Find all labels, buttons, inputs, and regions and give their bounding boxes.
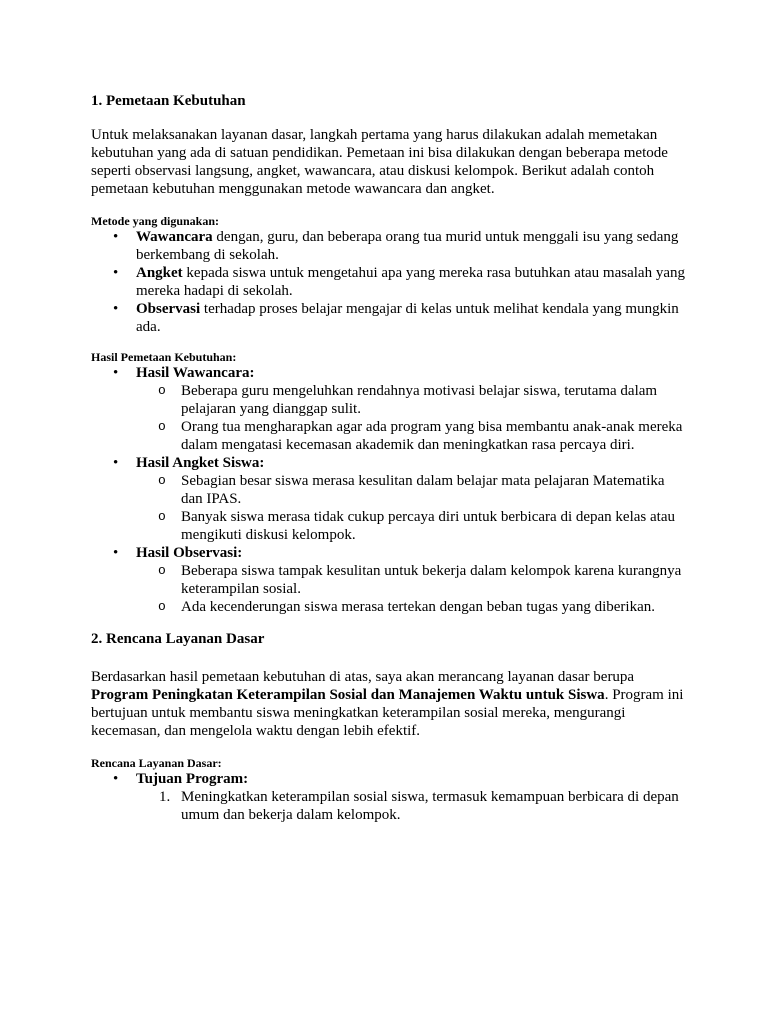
section-1-title: 1. Pemetaan Kebutuhan (91, 93, 246, 109)
metode-desc: terhadap proses belajar mengajar di kelas untuk melihat kendala yang mungkin ada. (136, 301, 679, 335)
circle-bullet-icon: o (158, 419, 166, 434)
bullet-icon: • (113, 301, 119, 317)
numbered-item-text: Meningkatkan keterampilan sosial siswa, termasuk kemampuan berbicara di depan umum dan bekerja dalam kelompok. (181, 789, 679, 823)
rencana-list (91, 770, 688, 824)
metode-desc: kepada siswa untuk mengetahui apa yang mereka rasa butuhkan atau masalah yang mereka hadapi di sekolah. (136, 265, 685, 299)
sub-item-text: Orang tua mengharapkan agar ada program yang bisa membantu anak-anak mereka dalam mengatasi kecemasan akademik dan meningkatkan rasa percaya diri. (181, 419, 683, 453)
metode-desc: dengan, guru, dan beberapa orang tua murid untuk menggali isu yang sedang berkembang di sekolah. (136, 229, 679, 263)
metode-term: Angket (136, 265, 183, 281)
sub-list (136, 472, 688, 544)
circle-bullet-icon: o (158, 509, 166, 524)
hasil-title: Hasil Angket Siswa: (136, 455, 265, 471)
numbered-item (136, 788, 688, 824)
metode-heading: Metode yang digunakan: (91, 214, 220, 228)
sub-list-item (136, 472, 688, 508)
sub-list-item (136, 508, 688, 544)
sub-list-item (136, 382, 688, 418)
sub-item-text: Beberapa siswa tampak kesulitan untuk bekerja dalam kelompok karena kurangnya keterampilan sosial. (181, 563, 682, 597)
bullet-icon: • (113, 365, 119, 381)
circle-bullet-icon: o (158, 563, 166, 578)
circle-bullet-icon: o (158, 599, 166, 614)
hasil-title: Hasil Observasi: (136, 545, 243, 561)
list-item (91, 300, 688, 336)
sub-item-text: Ada kecenderungan siswa merasa tertekan dengan beban tugas yang diberikan. (181, 599, 655, 615)
sub-list (136, 382, 688, 454)
sub-item-text: Beberapa guru mengeluhkan rendahnya motivasi belajar siswa, terutama dalam pelajaran yang dianggap sulit. (181, 383, 658, 417)
para-text: Berdasarkan hasil pemetaan kebutuhan di atas, saya akan merancang layanan dasar berupa (91, 669, 635, 685)
bullet-icon: • (113, 545, 119, 561)
list-number: 1. (159, 789, 171, 805)
bullet-icon: • (113, 229, 119, 245)
sub-item-text: Banyak siswa merasa tidak cukup percaya diri untuk berbicara di depan kelas atau mengikuti diskusi kelompok. (181, 509, 675, 543)
list-item (91, 228, 688, 264)
hasil-heading: Hasil Pemetaan Kebutuhan: (91, 350, 237, 364)
bullet-icon: • (113, 455, 119, 471)
list-item (91, 454, 688, 544)
rencana-heading: Rencana Layanan Dasar: (91, 756, 222, 770)
metode-term: Observasi (136, 301, 201, 317)
program-name: Program Peningkatan Keterampilan Sosial dan Manajemen Waktu untuk Siswa (91, 687, 605, 703)
list-item (91, 264, 688, 300)
circle-bullet-icon: o (158, 383, 166, 398)
sub-list (136, 562, 688, 616)
list-item (91, 544, 688, 616)
list-item (91, 770, 688, 824)
section-2-title: 2. Rencana Layanan Dasar (91, 631, 265, 647)
bullet-icon: • (113, 771, 119, 787)
sub-list-item (136, 598, 688, 616)
metode-term: Wawancara (136, 229, 213, 245)
sub-item-text: Sebagian besar siswa merasa kesulitan dalam belajar mata pelajaran Matematika dan IPAS. (181, 473, 665, 507)
hasil-title: Hasil Wawancara: (136, 365, 255, 381)
section-1-intro: Untuk melaksanakan layanan dasar, langkah pertama yang harus dilakukan adalah memetakan kebutuhan yang ada di satuan pendidikan. Pemetaan ini bisa dilakukan dengan beberapa metode seperti observasi langsung, angket, wawancara, atau diskusi kelompok. Berikut adalah contoh pemetaan kebutuhan menggunakan metode wawancara dan angket. (91, 127, 668, 197)
tujuan-title: Tujuan Program: (136, 771, 249, 787)
sub-list-item (136, 562, 688, 598)
sub-list-item (136, 418, 688, 454)
section-2-paragraph (91, 668, 688, 740)
metode-list (91, 228, 688, 336)
hasil-list (91, 364, 688, 616)
numbered-list (136, 788, 688, 824)
circle-bullet-icon: o (158, 473, 166, 488)
bullet-icon: • (113, 265, 119, 281)
list-item (91, 364, 688, 454)
para-text: . Program ini bertujuan untuk membantu siswa meningkatkan keterampilan sosial mereka, mengurangi kecemasan, dan mengelola waktu dengan lebih efektif. (91, 687, 684, 739)
